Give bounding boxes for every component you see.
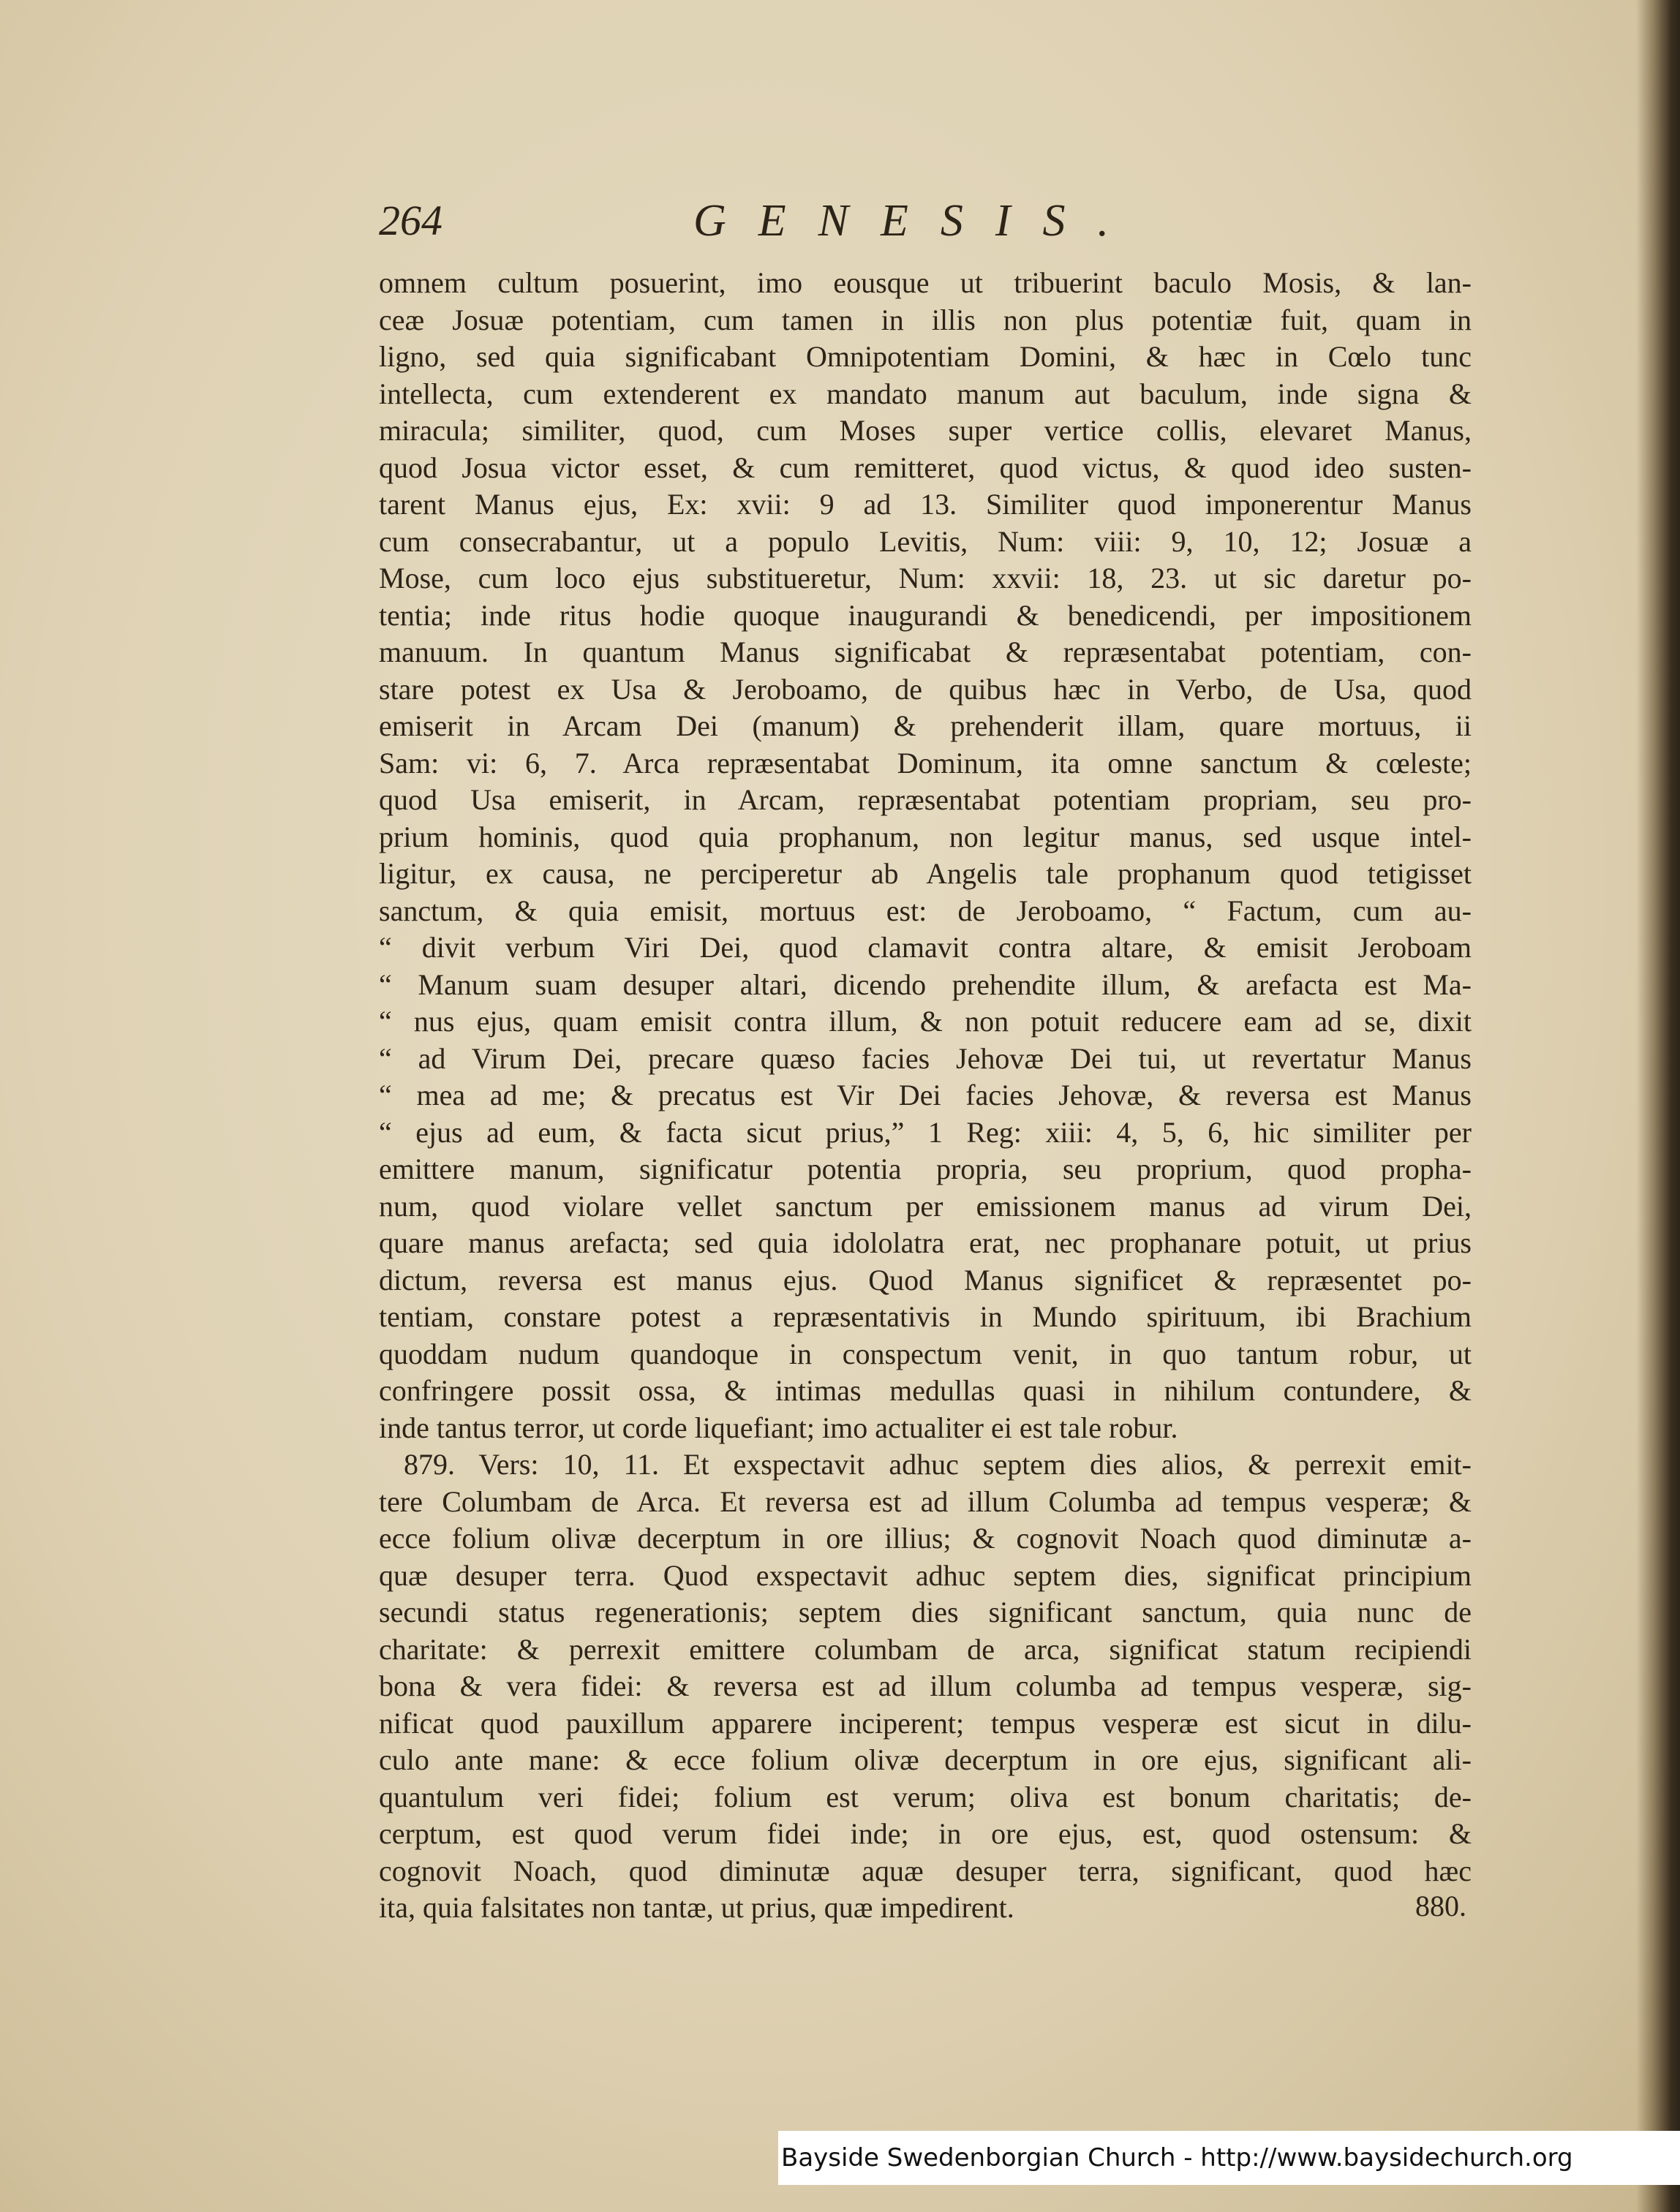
running-title: GENESIS. [693, 196, 1142, 246]
text-line: “ ejus ad eum, & facta sicut prius,” 1 Reg: xiii: 4, 5, 6, hic similiter per [379, 1115, 1472, 1149]
text-line: quare manus arefacta; sed quia idololatra erat, nec prophanare potuit, ut prius [379, 1226, 1472, 1259]
text-line: miracula; similiter, quod, cum Moses super vertice collis, elevaret Manus, [379, 414, 1472, 447]
text-line: emittere manum, significatur potentia propria, seu proprium, quod propha- [379, 1152, 1472, 1185]
paragraph-879 [379, 1446, 1472, 1927]
text-line: Sam: vi: 6, 7. Arca repræsentabat Dominum, ita omne sanctum & cœleste; [379, 746, 1472, 780]
text-line: tarent Manus ejus, Ex: xvii: 9 ad 13. Similiter quod imponerentur Manus [379, 488, 1472, 521]
text-line: tere Columbam de Arca. Et reversa est ad illum Columba ad tempus vesperæ; & [379, 1484, 1472, 1518]
text-line: quantulum veri fidei; folium est verum; oliva est bonum charitatis; de- [379, 1780, 1472, 1813]
text-line: ceæ Josuæ potentiam, cum tamen in illis non plus potentiæ fuit, quam in [379, 303, 1472, 336]
text-line: “ mea ad me; & precatus est Vir Dei facies Jehovæ, & reversa est Manus [379, 1079, 1472, 1111]
text-line: nificat quod pauxillum apparere inciperent; tempus vesperæ est sicut in dilu- [379, 1706, 1472, 1740]
paragraph-continued [379, 265, 1472, 1446]
text-line: tentiam, constare potest a repræsentativis in Mundo spirituum, ibi Brachium [379, 1300, 1472, 1333]
page-header [379, 192, 1472, 250]
text-line: charitate: & perrexit emittere columbam de arca, significat statum recipiendi [379, 1632, 1472, 1666]
text-line: 879. Vers: 10, 11. Et exspectavit adhuc septem dies alios, & perrexit emit- [404, 1448, 1472, 1481]
text-line: ligitur, ex causa, ne perciperetur ab Angelis tale prophanum quod tetigisset [379, 857, 1472, 890]
text-line: confringere possit ossa, & intimas medullas quasi in nihilum contundere, & [379, 1374, 1472, 1407]
text-line: stare potest ex Usa & Jeroboamo, de quibus hæc in Verbo, de Usa, quod [379, 672, 1472, 706]
page-number: 264 [379, 197, 442, 244]
text-line: “ divit verbum Viri Dei, quod clamavit contra altare, & emisit Jeroboam [379, 931, 1472, 964]
text-line: “ ad Virum Dei, precare quæso facies Jehovæ Dei tui, ut revertatur Manus [379, 1041, 1472, 1075]
text-line: sanctum, & quia emisit, mortuus est: de Jeroboamo, “ Factum, cum au- [379, 894, 1472, 927]
catchword: 880. [1415, 1890, 1466, 1922]
text-line: inde tantus terror, ut corde liquefiant; imo actualiter ei est tale robur. [379, 1411, 1178, 1444]
text-line: intellecta, cum extenderent ex mandato manum aut baculum, inde signa & [379, 377, 1472, 410]
text-line: manuum. In quantum Manus significabat & repræsentabat potentiam, con- [379, 635, 1472, 668]
text-line: quæ desuper terra. Quod exspectavit adhuc septem dies, significat principium [379, 1558, 1472, 1592]
text-line: ita, quia falsitates non tantæ, ut prius, quæ impedirent. [379, 1891, 1014, 1924]
text-line: bona & vera fidei: & reversa est ad illum columba ad tempus vesperæ, sig- [379, 1669, 1472, 1702]
text-line: Mose, cum loco ejus substitueretur, Num: xxvii: 18, 23. ut sic daretur po- [379, 562, 1472, 594]
text-line: culo ante mane: & ecce folium olivæ decerptum in ore ejus, significant ali- [379, 1743, 1472, 1776]
text-line: “ Manum suam desuper altari, dicendo prehendite illum, & arefacta est Ma- [379, 967, 1472, 1001]
text-line: quod Josua victor esset, & cum remitteret, quod victus, & quod ideo susten- [379, 450, 1472, 484]
body-text [379, 265, 1472, 1927]
text-line: omnem cultum posuerint, imo eousque ut tribuerint baculo Mosis, & lan- [379, 266, 1472, 299]
text-line: cum consecrabantur, ut a populo Levitis, Num: viii: 9, 10, 12; Josuæ a [379, 524, 1472, 558]
text-line: tentia; inde ritus hodie quoque inaugurandi & benedicendi, per impositionem [379, 598, 1472, 632]
text-line: cognovit Noach, quod diminutæ aquæ desuper terra, significant, quod hæc [379, 1854, 1472, 1887]
watermark-banner: Bayside Swedenborgian Church - http://www.baysidechurch.org [778, 2131, 1680, 2185]
text-line: emiserit in Arcam Dei (manum) & prehenderit illam, quare mortuus, ii [379, 709, 1472, 742]
text-line: num, quod violare vellet sanctum per emissionem manus ad virum Dei, [379, 1189, 1472, 1223]
text-line: quod Usa emiserit, in Arcam, repræsentabat potentiam propriam, seu pro- [379, 783, 1472, 816]
text-line: prium hominis, quod quia prophanum, non legitur manus, sed usque intel- [379, 820, 1472, 853]
text-line: “ nus ejus, quam emisit contra illum, & non potuit reducere eam ad se, dixit [379, 1005, 1472, 1038]
text-line: cerptum, est quod verum fidei inde; in ore ejus, est, quod ostensum: & [379, 1817, 1472, 1850]
text-line: ligno, sed quia significabant Omnipotentiam Domini, & hæc in Cœlo tunc [379, 340, 1472, 373]
text-line: quoddam nudum quandoque in conspectum venit, in quo tantum robur, ut [379, 1337, 1472, 1370]
page-gutter-shadow [1636, 0, 1680, 2212]
text-line: ecce folium olivæ decerptum in ore illius; & cognovit Noach quod diminutæ a- [379, 1522, 1472, 1555]
text-line: dictum, reversa est manus ejus. Quod Manus significet & repræsentet po- [379, 1263, 1472, 1296]
text-line: secundi status regenerationis; septem dies significant sanctum, quia nunc de [379, 1596, 1472, 1628]
